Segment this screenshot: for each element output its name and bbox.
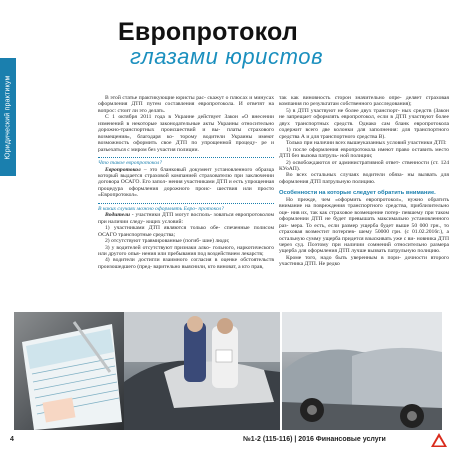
- form-illustration: [14, 312, 124, 430]
- page-footer: [0, 432, 452, 452]
- article-title: Европротокол: [118, 18, 298, 46]
- right-2: 2) освобождаются от административной ответ- ственности (ст. 124 КУоАП).: [279, 159, 449, 172]
- section-side-tab: [0, 58, 16, 176]
- right-3: Во всех остальных случаях водители обяза- ны вызвать для оформления ДТП патрульную полицию.: [279, 172, 449, 185]
- condition-3: 3) у водителей отсутствуют признаки алко- гольного, наркотического или другого опья- нения или пребывания под воздействием лекарств;: [98, 244, 274, 257]
- condition-2: 2) отсутствуют травмированные (погиб- шие) люди;: [105, 238, 230, 245]
- intro-paragraph-2: С 1 октября 2011 года в Украине действует Закон «О внесении изменений в некоторые законодательные акты Украины относительно дорожно-транспортных происшествий и вы- платы страхового возмещения», благодаря ко- торому водители Украины имеют возможность оформить свое ДТП по упрощенной процеду- ре и разъехаться с миром без участия полиции.: [98, 114, 274, 153]
- left-column: [98, 95, 274, 270]
- answer-1-term: Европротокол: [105, 166, 141, 173]
- article-subtitle: глазами юристов: [130, 44, 324, 69]
- intro-paragraph-1: В этой статье практикующие юристы рас- скажут о плюсах и минусах оформления ДТП путем составления европротокола. И ответят на вопрос: стоит ли это делать.: [98, 95, 274, 114]
- damaged-cars-illustration: [282, 312, 442, 430]
- section-side-tab-label: Юридический практикум: [4, 74, 12, 160]
- answer-1: [98, 167, 274, 199]
- condition-4: 4) водители достигли взаимного согласия в оценке обстоятельств произошедшего (пред- варительно выяснили, кто виноват, а кто прав,: [98, 257, 274, 270]
- features-paragraph-1: Но прежде, чем «оформить европротокол», нужно обратить внимание на повреждения транспортного средства, приблизительно оце- нив их, так как страховое возмещение потер- певшему при таком оформлении ДТП не будет превышать максимально установленного раз- мера. То есть, если размер ущерба будет выше 50 000 грн., то страховая возместит потерпев- шему 50000 грн. (с 01.02.2016г.), а остальную сумму ущерба придется взыскивать уже с ви- новника ДТП через суд. Поэтому при наличии сомнений относительно размера ущерба для оформления ДТП лучше вызвать патрульную полицию.: [279, 196, 449, 255]
- answer-2: [98, 212, 274, 225]
- answer-1-text: – это бланковый документ установленного образца который выдается страховой компанией страхователю при заключении договора ОСАГО. Его запол- нения участниками ДТП и есть упрощенная процедура оформления дорожного проис- шествия или просто «Европротокол».: [98, 166, 274, 199]
- right-1: 1) после оформления европротокола имеют право оставить место ДТП без вызова патруль- ной полиции;: [279, 146, 449, 160]
- warning-triangle-icon: [430, 432, 448, 448]
- features-heading: Особенности на которые следует обратить внимание.: [279, 190, 436, 197]
- photo-damaged-cars: [282, 312, 442, 430]
- condition-5: 5) в ДТП участвуют не более двух транспорт- ных средств (Закон не запрещает оформлять европротокол, если в ДТП участвуют более двух транспортных средств. Однако сам бланк европротокола содержит всего две колонки для заполнения: для транспортного средства А и для транспортного средства В).: [279, 107, 449, 140]
- photo-europrotocol-form: [14, 312, 124, 430]
- right-column: [279, 95, 449, 268]
- issue-info: №1-2 (115-116) | 2016 Финансовые услуги: [243, 436, 386, 443]
- answer-2-term: Водители: [105, 212, 130, 219]
- conditions-summary: Только при наличии всех вышеуказанных условий участники ДТП:: [286, 140, 447, 147]
- question-1: Что такое европротокол?: [98, 157, 274, 166]
- features-paragraph-2: Кроме того, надо быть уверенным в пори- дочности второго участника ДТП. Не редко: [279, 254, 449, 268]
- accident-scene-illustration: [124, 312, 280, 430]
- photo-accident-scene: [124, 312, 280, 430]
- condition-1: 1) участниками ДТП являются только обе- спеченные полисом ОСАГО транспортные средства;: [98, 225, 274, 238]
- condition-continuation: так как виновность сторон значительно опре- деляет страховая компания по результатам собственного расследования);: [279, 95, 449, 108]
- answer-2-text: - участники ДТП могут восполь- зоваться европротоколом при наличии следу- ющих условий:: [98, 212, 274, 225]
- page-number: 4: [10, 436, 14, 443]
- question-2: В каких случаях можно оформлять Евро- протокол?: [98, 203, 274, 212]
